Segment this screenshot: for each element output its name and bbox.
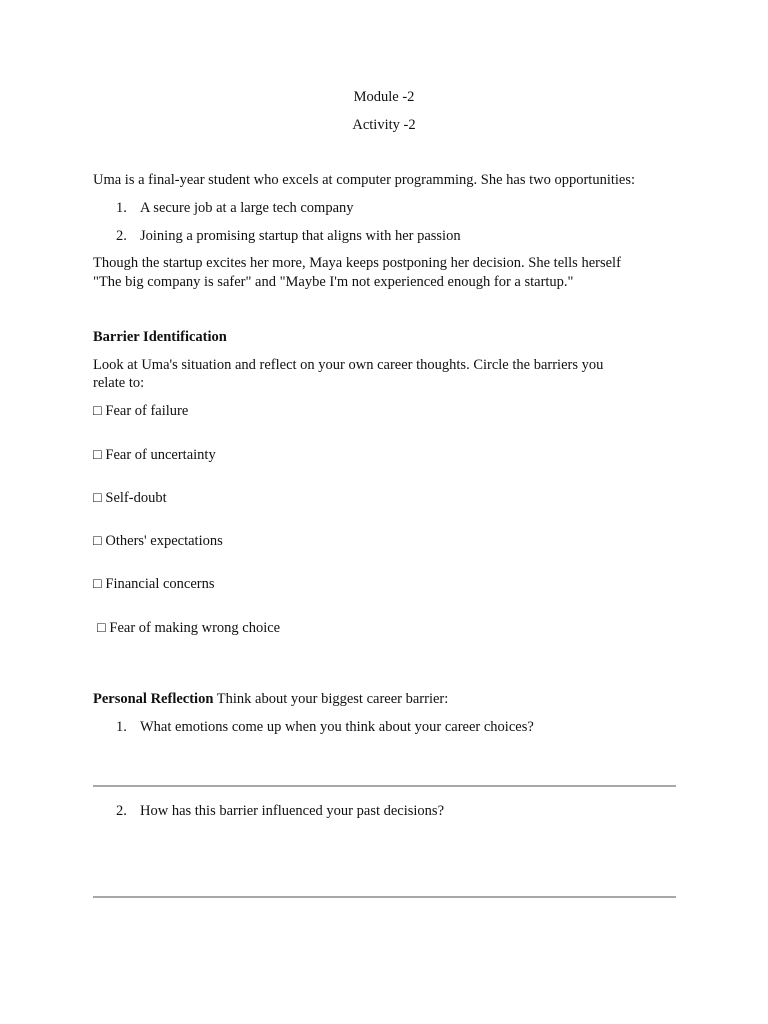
option-item <box>116 227 461 245</box>
intro-paragraph-line1: Though the startup excites her more, Maya keeps postponing her decision. She tells herself <box>93 255 621 271</box>
intro-paragraph-line2: "The big company is safer" and "Maybe I'm not experienced enough for a startup." <box>93 274 574 290</box>
question-number: 1. <box>116 719 127 735</box>
intro-lead: Uma is a final-year student who excels at computer programming. She has two opportunities: <box>93 172 636 188</box>
answer-line[interactable] <box>93 896 676 898</box>
checkbox-icon[interactable]: □ <box>93 490 102 506</box>
barrier-option-label: Fear of failure <box>105 403 189 419</box>
barrier-option-label: Fear of uncertainty <box>105 447 216 463</box>
barrier-option-label: Self-doubt <box>105 490 167 506</box>
barrier-prompt-line1: Look at Uma's situation and reflect on your own career thoughts. Circle the barriers you <box>93 357 604 373</box>
reflection-header <box>93 690 448 708</box>
question-text: How has this barrier influenced your past decisions? <box>140 803 445 819</box>
option-text: Joining a promising startup that aligns with her passion <box>140 228 461 244</box>
reflection-heading: Personal Reflection <box>93 691 214 707</box>
reflection-question <box>116 802 444 820</box>
barrier-option[interactable] <box>93 402 188 420</box>
barrier-option[interactable] <box>93 446 216 464</box>
barrier-option[interactable] <box>97 619 280 637</box>
barrier-option[interactable] <box>93 532 223 550</box>
option-number: 2. <box>116 228 127 244</box>
checkbox-icon[interactable]: □ <box>97 620 106 636</box>
reflection-subheading: Think about your biggest career barrier: <box>213 691 449 707</box>
checkbox-icon[interactable]: □ <box>93 576 102 592</box>
barrier-option-label: Others' expectations <box>105 533 223 549</box>
option-item <box>116 199 354 217</box>
barrier-heading: Barrier Identification <box>93 329 227 345</box>
checkbox-icon[interactable]: □ <box>93 447 102 463</box>
module-title: Module -2 <box>353 89 415 105</box>
barrier-option-label: Fear of making wrong choice <box>109 620 281 636</box>
checkbox-icon[interactable]: □ <box>93 403 102 419</box>
option-number: 1. <box>116 200 127 216</box>
barrier-option[interactable] <box>93 575 215 593</box>
barrier-option-label: Financial concerns <box>105 576 215 592</box>
option-text: A secure job at a large tech company <box>140 200 354 216</box>
question-number: 2. <box>116 803 127 819</box>
barrier-option[interactable] <box>93 489 167 507</box>
answer-line[interactable] <box>93 785 676 787</box>
reflection-question <box>116 718 534 736</box>
question-text: What emotions come up when you think about your career choices? <box>140 719 534 735</box>
barrier-prompt-line2: relate to: <box>93 375 145 391</box>
checkbox-icon[interactable]: □ <box>93 533 102 549</box>
activity-title: Activity -2 <box>352 117 416 133</box>
